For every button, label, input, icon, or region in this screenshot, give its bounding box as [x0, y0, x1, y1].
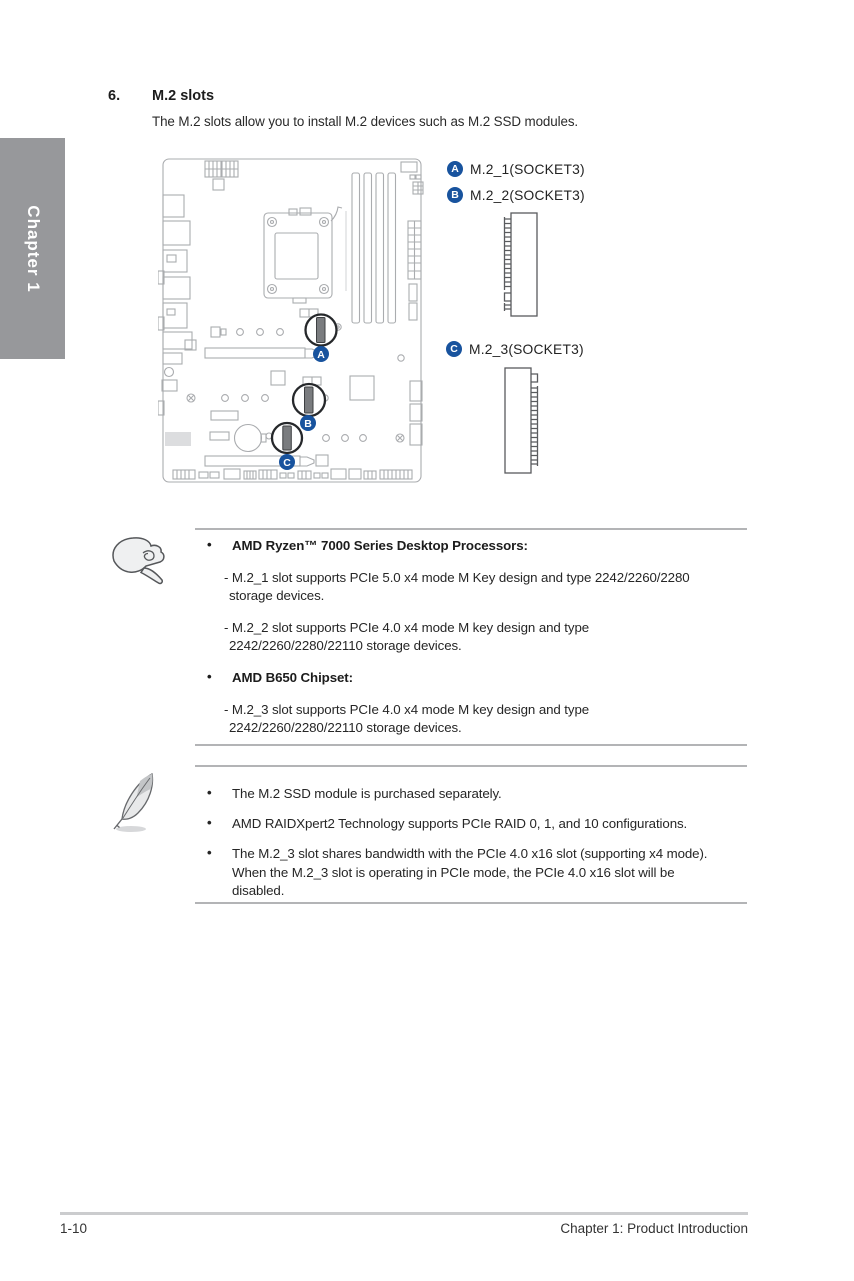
pointing-hand-icon	[106, 530, 170, 586]
legend-b-badge: B	[447, 187, 463, 203]
chapter-tab-label: Chapter 1	[23, 204, 43, 293]
chapter-tab	[0, 138, 65, 359]
note-bullet: • The M.2 SSD module is purchased separately.	[204, 785, 756, 804]
callout-a-letter: A	[317, 348, 325, 361]
general-note-bottom-divider	[195, 902, 747, 904]
note-bullet: • The M.2_3 slot shares bandwidth with the PCIe 4.0 x16 slot (supporting x4 mode). When the M.2_3 slot is operating in PCIe mode, the PCIe 4.0 x16 slot will be disabled.	[204, 845, 756, 901]
callout-c-letter: C	[283, 456, 291, 469]
important-note	[204, 537, 756, 751]
note-subitem: - M.2_1 slot supports PCIe 5.0 x4 mode M Key design and type 2242/2260/2280 storage devices.	[224, 570, 690, 603]
important-note-top-divider	[195, 528, 747, 530]
legend-a-label: M.2_1(SOCKET3)	[470, 161, 585, 177]
quill-icon	[110, 769, 162, 835]
m2-socket-illustration-bottom	[499, 366, 543, 476]
note-subitem: - M.2_2 slot supports PCIe 4.0 x4 mode M key design and type 2242/2260/2280/22110 storage devices.	[224, 620, 590, 653]
legend-a-badge: A	[447, 161, 463, 177]
callout-b-letter: B	[304, 417, 312, 430]
note-bullet: • AMD RAIDXpert2 Technology supports PCIe RAID 0, 1, and 10 configurations.	[204, 815, 756, 834]
m2-socket-illustration-top	[499, 211, 543, 318]
note-group-heading: • AMD B650 Chipset:	[204, 669, 756, 687]
section-number: 6.	[108, 88, 121, 104]
section-intro: The M.2 slots allow you to install M.2 devices such as M.2 SSD modules.	[152, 114, 579, 129]
footer-chapter-title: Chapter 1: Product Introduction	[560, 1221, 748, 1236]
important-note-bottom-divider	[195, 744, 747, 746]
section-title: M.2 slots	[152, 88, 215, 104]
legend-row-a	[447, 161, 585, 177]
legend-c-label: M.2_3(SOCKET3)	[469, 341, 584, 357]
legend-row-b	[447, 187, 585, 203]
footer-page-number: 1-10	[60, 1221, 88, 1236]
legend-c-badge: C	[446, 341, 462, 357]
general-note	[204, 778, 756, 912]
legend-row-c	[446, 341, 584, 357]
general-note-top-divider	[195, 765, 747, 767]
note-group-heading: • AMD Ryzen™ 7000 Series Desktop Processors:	[204, 537, 756, 555]
note-subitem: - M.2_3 slot supports PCIe 4.0 x4 mode M key design and type 2242/2260/2280/22110 storage devices.	[224, 702, 590, 735]
legend-b-label: M.2_2(SOCKET3)	[470, 187, 585, 203]
motherboard-diagram	[158, 151, 430, 491]
footer-divider	[60, 1212, 748, 1215]
